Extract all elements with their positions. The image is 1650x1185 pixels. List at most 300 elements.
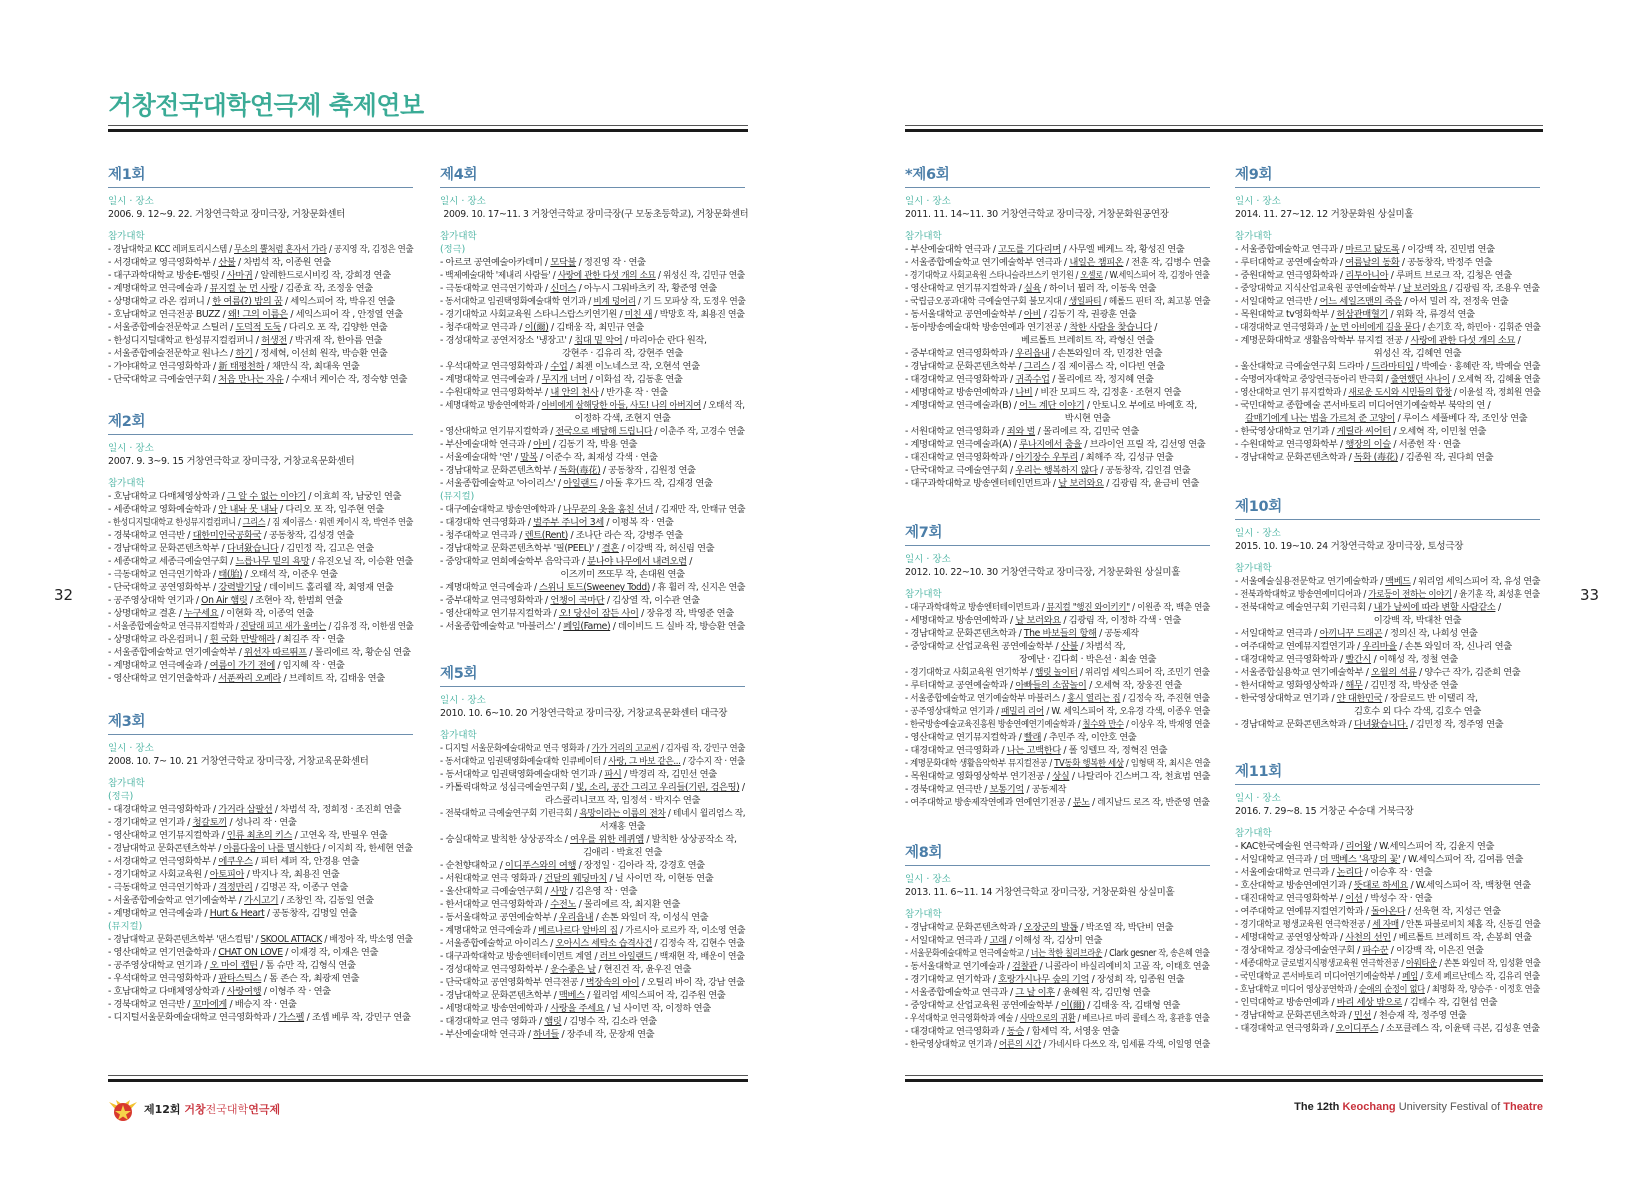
school-name: 목원대학교 영화영상학부 연기전공 — [910, 771, 1045, 782]
play-credits: 이화섭 작, 김동훈 연출 — [595, 374, 683, 385]
participant-entry: - 청주대학교 연극과 / 이(爾) / 김태웅 작, 최민규 연출 — [440, 322, 644, 333]
participant-entry: - 계명대학교 연극예술과(A) / 루나지에서 춤을 / 브라이언 프릴 작, 김선영 연출 — [905, 439, 1206, 450]
play-title: 고래 — [989, 935, 1007, 946]
date-place-label: 일시 · 장소 — [905, 874, 951, 885]
play-title: 그 날 이후 — [1015, 987, 1055, 998]
play-credits: 공동창작 , 김원정 연출 — [608, 465, 696, 476]
play-title: 햄릿 놀이터 — [1035, 667, 1078, 678]
play-title: 루나지에서 춤을 — [1019, 439, 1082, 450]
play-credits: 장유정 작, 박영준 연출 — [646, 608, 734, 619]
school-name: 대경대학교 연극영화과 — [910, 1026, 999, 1037]
play-credits: 데이비드 드 실바 작, 방승환 연출 — [618, 621, 745, 632]
play-title: 페임(Fame) — [563, 621, 611, 632]
play-credits: 공동창작, 김명일 연출 — [272, 908, 358, 919]
play-credits: 차범석 작, 정희정 · 조진희 연출 — [280, 804, 402, 815]
play-title: 이디푸스와의 여행 — [504, 860, 577, 871]
play-credits: 닐 사이먼 작, 이정하 연출 — [612, 1003, 711, 1014]
play-title: 대한미인국공화국 — [192, 530, 262, 541]
play-credits: 사무엘 베케느 작, 황성진 연출 — [1068, 244, 1185, 255]
play-title: 더 맥베스 '욕망의 꽃' — [1319, 854, 1401, 865]
participant-entry: - 영산대학교 연기연출학과 / 서푼짜리 오페라 / 브레히트 작, 김태웅 연출 — [108, 673, 385, 684]
participant-entry: - 중앙대학교 지식산업교육원 공연예술학부 / 날 보러와요 / 김광림 작, 조용우 연출 — [1235, 283, 1540, 294]
participant-entry: - 세종대학교 글로벌지식평생교육원 연극학전공 / 아워타운 / 쏜톤 와일더 작, 임성환 연출 — [1235, 958, 1541, 969]
participant-entry: - 대구과학대학교 방송엔터테이먼트과 / 뮤지컬 "행진 와이키키" / 이원종 작, 백춘 연출 — [905, 602, 1210, 613]
participant-entry: - 단국대학교 극예술연구회 / 우리는 행복하지 않다 / 공동창작, 김인겸 연출 — [905, 465, 1191, 476]
play-title: 세 자매 — [1372, 919, 1399, 930]
play-credits: 김종원 작, 권다희 연출 — [1405, 452, 1494, 463]
school-name: 대진대학교 연극영화학부 — [1240, 893, 1338, 904]
participant-entry: - 세명대학교 방송연예학과 / 사랑을 주세요 / 닐 사이먼 작, 이정하 연출 — [440, 1003, 711, 1014]
participants-label: 참가대학 — [440, 730, 477, 741]
school-name: 대경대학 연극영화과 — [445, 517, 526, 528]
play-credits: 워리엄 세익스피어 작, 유성 연출 — [1418, 576, 1541, 587]
school-name: 영산대학교 연기뮤지컬학과 — [910, 732, 1017, 743]
play-title: 운수좋은 날 — [550, 964, 596, 975]
participant-entry: - 세명대학교 공연영상학과 / 사천의 선인 / 베르톨트 브레히트 작, 손봉희 연출 — [1235, 932, 1532, 943]
play-credits: 공동제작 — [1104, 628, 1139, 639]
school-name: 한성디지털대학교 한성뮤지컬컴퍼니 — [113, 335, 254, 346]
participant-entry: - 경기대학교 연기학과 / 호랑가시나무 숲의 기억 / 장성희 작, 임종원 연출 — [905, 974, 1185, 985]
participant-entry: - KAC한국예술원 연극학과 / 리어왕 / W.세익스피어 작, 김윤지 연출 — [1235, 841, 1495, 852]
school-name: 여주대학교 연예뮤지컬연기과 — [1240, 641, 1355, 652]
play-title: 꼬마에게 — [192, 999, 227, 1010]
play-title: 어느 세일즈맨의 죽음 — [1319, 296, 1402, 307]
play-title: 드라마티임 — [1371, 361, 1414, 372]
school-name: 서울예술실용전문학교 연기예술학과 — [1240, 576, 1378, 587]
play-credits: 이형주 작 · 연출 — [269, 986, 331, 997]
school-name: 서원대학교 연극 영화과 — [445, 873, 537, 884]
play-credits: W.세익스피어 작, 김윤지 연출 — [1379, 841, 1495, 852]
school-name: 호남대학교 다매체영상학과 — [113, 491, 220, 502]
play-title: 행장의 이슬 — [1345, 439, 1391, 450]
play-title: 인류 최초의 키스 — [226, 830, 293, 841]
footer-en-part3: University Festival of — [1398, 1101, 1501, 1113]
play-title: 사랑에 관한 다섯 개의 소묘 — [557, 270, 656, 281]
school-name: 계명문화대학교 생활음악학부 뮤지컬 전공 — [1240, 335, 1403, 346]
school-name: 서울종합예술학교 '아이리스' — [445, 478, 556, 489]
play-credits: W.세익스피어 작, 김여름 연출 — [1408, 854, 1523, 865]
play-title: 벌주부 주니어 3세 — [533, 517, 604, 528]
festival-date-place: 2008. 10. 7~ 10. 21 거창연극학교 장미극장, 거창교육문화센터 — [108, 756, 369, 767]
participant-entry: - 영산대학교 연기뮤지컬학과 / 전국으로 배달해 드립니다 / 이춘주 작, 고경수 연출 — [440, 426, 745, 437]
play-credits: 가네시타 다쓰오 작, 임세륜 각색, 이일영 연출 — [1048, 1039, 1210, 1050]
participant-entry: - 영산대학교 연기뮤지컬학과 / 오! 당신이 잠든 사이 / 장유정 작, 박영준 연출 — [440, 608, 734, 619]
school-name: 서원대학교 연극영화과 — [910, 426, 999, 437]
school-name: 계명대학교 연극예술과 — [113, 908, 202, 919]
play-title: CHAT ON LOVE — [218, 947, 283, 958]
play-title: 홍시 열리는 집 — [1067, 693, 1121, 704]
play-title: 돌아온다 — [1371, 906, 1406, 917]
school-name: 숙명여자대학교 중앙연극동아리 반극회 — [1240, 374, 1384, 385]
play-title: 흰 국화 만발해라 — [209, 634, 275, 645]
play-credits: 김명수 작, 김소라 연출 — [569, 1016, 657, 1027]
school-name: 서일대학교 연극반 — [1240, 296, 1312, 307]
participant-entry: - 한서대학교 연극영화학과 / 수전노 / 몰리에르 작, 최지환 연출 — [440, 899, 680, 910]
play-credits: 성나리 작 · 연출 — [234, 817, 297, 828]
play-title: 왜! 그의 이름은 — [227, 309, 288, 320]
play-title: 가거라 삼팔선 — [218, 804, 273, 815]
festival-section — [1235, 498, 1540, 731]
school-name: 서울종합예술전문학교 스틸러 — [113, 322, 228, 333]
participant-entry: - 공주영상대학교 연기과 / 오 마이 캡틴 / 톰 슈만 작, 김형식 연출 — [108, 960, 356, 971]
play-title: 강력발기당 — [218, 582, 262, 593]
play-title: 게릴라 씨어터 — [1336, 426, 1391, 437]
participant-entry: - 계명대학교 연극예술과 / Hurt & Heart / 공동창작, 김명일 연출 — [108, 908, 358, 919]
participant-entry: - 대경대학교 연극영화과 / 눈 먼 아비에게 길을 묻다 / 손기호 작, 하민아 · 김휘준 연출 — [1235, 322, 1541, 333]
genre-label: (정극) — [440, 244, 466, 255]
play-title: 여름이 가기 전에 — [209, 660, 275, 671]
play-title: 이선 — [1345, 893, 1363, 904]
participant-entry: - 경남대학교 문화콘텐츠학과 / 오장군의 발톱 / 박조열 작, 박단비 연출 — [905, 922, 1174, 933]
participant-entry: - 상명대학교 결혼 / 누구세요 / 이현화 작, 이종억 연출 — [108, 608, 314, 619]
school-name: 단국대학교 공연영화학부 — [113, 582, 211, 593]
play-credits: 세익스피어 작, 박유진 연출 — [290, 296, 395, 307]
participant-entry: - 동서울대학교 공연예술학부 / 우리읍내 / 손톤 와일더 작, 이성식 연출 — [440, 912, 709, 923]
play-title: 빛, 소리, 공간 그리고 우리들(기린, 검은띵) — [575, 782, 740, 793]
school-name: 대구과학대학교 방송엔터테인먼트과 — [910, 478, 1051, 489]
play-credits: 다리오 포 작, 김양한 연출 — [288, 322, 388, 333]
school-name: 대진대학교 연극영화학과 — [910, 452, 1008, 463]
school-name: 경북대학교 연극반 — [113, 999, 185, 1010]
participant-entry: - 백제예술대학 '제내리 사람들' / 사랑에 관한 다섯 개의 소묘 / 위성신 작, 김민규 연출 — [440, 270, 745, 281]
play-credits: 헤롤드 핀터 작, 최고봉 연출 — [1108, 296, 1211, 307]
play-credits: 위성신 작, 김민규 연출 — [662, 270, 745, 281]
play-credits: 브레히트 작, 김태웅 연출 — [288, 673, 385, 684]
play-credits: 이강백 작, 이은진 연출 — [1396, 945, 1484, 956]
participant-entry: - 서울종합예술전문학교 스틸러 / 도덕적 도둑 / 다리오 포 작, 김양한 연출 — [108, 322, 388, 333]
play-title: 무지개 너머 — [541, 374, 588, 385]
participant-entry: - 경남대학교 문화콘텐츠학부 / 다녀왔습니다 / 김민정 작, 김고은 연출 — [108, 543, 374, 554]
school-name: 중원대학교 연극영화학과 — [1240, 270, 1338, 281]
participant-entry: - 영산대학교 연기뮤지컬학과 / 빨래 / 추민주 작, 이안호 연출 — [905, 732, 1137, 743]
play-title: 우리마을 — [1362, 641, 1397, 652]
play-title: 패밀리 리어 — [1001, 706, 1044, 717]
school-name: 동서대학교 임권택영화예술대학 인큐베이터 — [445, 756, 601, 767]
participant-entry: - 경남대학교 문화콘텐츠학과 / 다녀왔습니다. / 김민정 작, 정주영 연출 — [1235, 719, 1504, 730]
school-name: 대경대학교 연극영화학과 — [113, 804, 211, 815]
play-credits: 이재경 작, 이재은 연출 — [290, 947, 379, 958]
school-name: 청주대학교 연극과 — [445, 322, 517, 333]
play-title: 도덕적 도둑 — [235, 322, 281, 333]
play-credits: 가르시아 로르카 작, 이소영 연출 — [625, 925, 746, 936]
play-credits: 장정일 · 김아라 작, 강경호 연출 — [583, 860, 705, 871]
participant-entry: - 서울문화예술대학교 연극예술학교 / 너는 착한 칠리브라운 / Clark gesner 작, 송은혜 연출 — [905, 948, 1210, 959]
participant-entry: - 경남대학교 문화콘텐츠학부 / 그리스 / 짐 제이콥스 작, 이다빈 연출 — [905, 361, 1165, 372]
school-name: 경남대학교 문화콘텐츠학부 '댄스컬팀' — [113, 934, 254, 945]
play-credits: 추민주 작, 이안호 연출 — [1048, 732, 1137, 743]
participant-entry: - 중앙대학교 연희예술학부 음악극과 / 분나야 나무에서 내려오렴 / — [440, 556, 692, 567]
play-credits: 몰리에르 작, 최지환 연출 — [583, 899, 680, 910]
page-number-left: 32 — [54, 586, 74, 604]
footer-name-part3: 연극제 — [248, 1103, 281, 1116]
top-rule-right — [905, 129, 1543, 132]
play-credits: 김유정 작, 이한샘 연출 — [333, 621, 414, 632]
school-name: 호남대학교 미디어 영상공연학과 — [1239, 984, 1352, 995]
play-credits: 윌리엄 셰익스피어 작, 김주원 연출 — [592, 990, 726, 1001]
participant-entry: - 서경대학교 연극영화학부 / 에쿠우스 / 피터 셰퍼 작, 안경용 연출 — [108, 856, 360, 867]
play-credits: 박경리 작, 김민선 연출 — [629, 769, 717, 780]
play-title: 민선 — [1353, 1010, 1372, 1021]
festival-section — [905, 844, 1210, 1051]
school-name: 동서대학교 임권택영화예술대학 연기과 — [445, 769, 597, 780]
play-title: 내일은 챔피온 — [1069, 257, 1124, 268]
play-credits: 이평복 작 · 연출 — [611, 517, 674, 528]
play-credits: 김은영 작 · 연출 — [575, 886, 638, 897]
festival-heading: 제7회 — [905, 524, 1210, 546]
play-title: 아빠들의 소꿉놀이 — [1015, 680, 1087, 691]
school-name: 경기대학교 사회교육원 연기학부 — [910, 667, 1028, 678]
play-title: 아비 — [1023, 309, 1042, 320]
school-name: 경남대학교 KCC 레퍼토리시스템 — [113, 244, 227, 255]
school-name: 서울예술대학 '연' — [445, 452, 513, 463]
participant-entry: - 서울종합예술학교 연기예술학부 / 가시고기 / 조창인 작, 김동일 연출 — [108, 895, 374, 906]
participant-entry: - 목원대학교 tv영화학부 / 허삼관매혈기 / 위화 작, 류경석 연출 — [1235, 309, 1475, 320]
play-credits: 차범석 작, 이종원 연출 — [243, 257, 331, 268]
play-title: 빨간시 — [1345, 654, 1372, 665]
play-title: 햄릿 — [544, 1016, 562, 1027]
school-name: 루터대학교 공연예술학과 — [910, 680, 1008, 691]
festival-heading: 제11회 — [1235, 763, 1540, 785]
play-credits: 김민정 작, 정주영 연출 — [1415, 719, 1504, 730]
participant-entry: - 우석대학교 연극영화학과 예술 / 사막으로의 귀환 / 베르나르 마리 콜테스 작, 홍관흥 연출 — [905, 1013, 1210, 1024]
school-name: 서울종합예술학교 연기예술학부 — [113, 647, 237, 658]
play-credits-continued: 김애리 · 박효진 연출 — [583, 847, 662, 858]
participant-entry: - 경남대학교 문화콘텐츠학과 / 민선 / 천승재 작, 정주영 연출 — [1235, 1010, 1467, 1021]
play-title: 맥베스 — [558, 990, 585, 1001]
play-credits: 현진건 작, 윤우진 연출 — [603, 964, 692, 975]
play-credits: 반가훈 작 · 연출 — [606, 387, 668, 398]
school-name: 경북대학교 연극반 — [113, 530, 185, 541]
festival-heading: 제2회 — [108, 413, 413, 435]
participant-entry: - 서울종합예술학교 연극뮤지컬학과 / 진달래 피고 새가 울며는 / 김유정 작, 이한샘 연출 — [108, 621, 414, 632]
school-name: 청주대학교 연극과 — [445, 530, 517, 541]
school-name: 경북대학교 연극반 — [910, 784, 982, 795]
participant-entry: - 동서울대학교 공연예술학부 / 아비 / 김동기 작, 권광훈 연출 — [905, 309, 1137, 320]
participant-entry: - 계명대학교 연극예술과 / 베르나르다 알바의 집 / 가르시아 로르카 작, 이소영 연출 — [440, 925, 746, 936]
play-credits: 쏜톤 와일더 작, 임성환 연출 — [1444, 958, 1541, 969]
school-name: 한서대학교 연극영화학과 — [445, 899, 543, 910]
play-credits: 피터 셰퍼 작, 안경용 연출 — [260, 856, 360, 867]
footer-edition: 제12회 — [144, 1103, 181, 1116]
footer-name-part1: 거창 — [184, 1103, 206, 1116]
participants-label: 참가대학 — [440, 231, 477, 242]
school-name: 단국대학교 극예술연구회 — [910, 465, 1008, 476]
play-credits: 김재만 작, 안태규 연출 — [660, 504, 746, 515]
participant-entry: - 대경대학교 연극영화과 / 동승 / 함세덕 작, 서영웅 연출 — [905, 1026, 1120, 1037]
participant-entry: - 영산대학교 연기뮤지컬학과 / 인류 최초의 키스 / 고연옥 작, 반필우 연출 — [108, 830, 388, 841]
participant-entry: - 숙명여자대학교 중앙연극동아리 반극회 / 출연했던 사나이 / 오세혁 작, 김혜율 연출 — [1235, 374, 1541, 385]
school-name: 전북과학대학교 방송연예미디어과 — [1240, 589, 1361, 600]
play-credits: 고연옥 작, 반필우 연출 — [299, 830, 388, 841]
participant-entry: - 대경대학 연극영화과 / 벌주부 주니어 3세 / 이평복 작 · 연출 — [440, 517, 674, 528]
play-credits: 김광림 작, 조용우 연출 — [1454, 283, 1540, 294]
participant-entry: - 서원대학교 연극영화과 / 죄와 벌 / 몰리에르 작, 김민국 연출 — [905, 426, 1139, 437]
play-title: 동승 — [1006, 1026, 1024, 1037]
play-title: 사랑, 그 바보 같은... — [608, 756, 681, 767]
participant-entry: - 영산대학교 연기뮤지컬학과 / 실육 / 하이너 뮐러 작, 이동욱 연출 — [905, 283, 1157, 294]
play-credits: 이현화 작, 이종억 연출 — [226, 608, 314, 619]
bottom-rule-right — [905, 1079, 1543, 1082]
participant-entry: - 경기대학교 사회교육원 스타니슬라브스키 연기원 / 오셀로 / W.세익스피어 작, 김정아 연출 — [905, 270, 1210, 281]
play-title: 격정만리 — [218, 882, 253, 893]
play-credits: 장성희 작, 임종원 연출 — [1096, 974, 1185, 985]
play-credits: 이효희 작, 남궁인 연출 — [313, 491, 402, 502]
participant-entry: - 국민대학교 콘서바토리 미디어연기예술학부 / 페임 / 호세 페르난데스 작, 김유리 연출 — [1235, 971, 1540, 982]
participant-entry: - 인덕대학교 방송연예과 / 바리 세상 밖으로 / 김태수 작, 김현섭 연출 — [1235, 997, 1498, 1008]
play-title: 뜻대로 하세요 — [1353, 880, 1408, 891]
participant-entry: - 극동대학교 연극연기학과 / 격정만리 / 김명곤 작, 이종구 연출 — [108, 882, 348, 893]
play-title: 너는 착한 칠리브라운 — [1030, 948, 1103, 959]
participant-entry: - 계명대학교 연극예술과(B) / 어느 계단 이야기 / 안토니오 부에로 바예호 작, — [905, 400, 1197, 411]
school-name: 목원대학교 tv영화학부 — [1240, 309, 1329, 320]
play-credits-continued: 이정하 각색, 조현지 연출 — [574, 413, 671, 424]
participant-entry: - 국민대학교 종합예술 콘서바토리 미디어연기예술학부 북악의 연 / — [1235, 400, 1491, 411]
play-credits: 니콜라이 바실리예비치 고골 작, 이태호 연출 — [1044, 961, 1210, 972]
play-credits: 기 드 모파상 작, 도정우 연출 — [643, 296, 746, 307]
play-title: 새로운 도시와 시민들의 합창 — [1348, 387, 1452, 398]
school-name: 영산대학교 연기연출학과 — [113, 947, 211, 958]
festival-date-place: 2007. 9. 3~9. 15 거창연극학교 장미극장, 거창교육문화센터 — [108, 456, 355, 467]
play-title: 고도를 기다리며 — [998, 244, 1061, 255]
school-name: 국립금오공과대학 극예술연구회 불모지대 — [910, 296, 1062, 307]
school-name: 경남대학교 문화콘텐츠학과 — [910, 628, 1017, 639]
participant-entry: - 경남대학교 문화콘텐츠학부 '필(PEEL)' / 결혼 / 이강백 작, 허신림 연출 — [440, 543, 715, 554]
participant-entry: - 대구과학대학교 방송엔터테이먼트 계열 / 러브 아일랜드 / 백재현 작, 배운이 연출 — [440, 951, 745, 962]
festival-date-place: 2009. 10. 17~11. 3 거창연극학교 장미극장(구 모동초등학교), 거창문화센터 — [443, 209, 749, 220]
school-name: 부산예술대학 연극과 — [445, 1029, 526, 1040]
play-credits-continued: 김호수 외 다수 각색, 김호수 연출 — [1354, 706, 1481, 717]
participant-entry: - 동서대학교 임권택영화예술대학 연기과 / 파시 / 박경리 작, 김민선 연출 — [440, 769, 717, 780]
participants-label: 참가대학 — [108, 231, 145, 242]
participant-entry: - 단국대학교 공연영화학부 연극전공 / 벽장속의 아이 / 오틸리 바이 작, 강남 연출 — [440, 977, 745, 988]
play-credits-continued: 베르톨트 브레히트 작, 곽형신 연출 — [1021, 335, 1154, 346]
play-credits: 브라이언 프릴 작, 김선영 연출 — [1089, 439, 1206, 450]
school-name: 영산대학교 연기뮤지컬학과 — [445, 608, 552, 619]
participant-entry: - 세종대학교 영화예술학과 / 안 내놔 못 내놔 / 다리오 포 작, 임주현 연출 — [108, 504, 384, 515]
participant-entry: - 영산대학교 연기연출학과 / CHAT ON LOVE / 이재경 작, 이재은 연출 — [108, 947, 379, 958]
play-credits: 이강백 작, 진민범 연출 — [1407, 244, 1495, 255]
participant-entry: - 국립금오공과대학 극예술연구회 불모지대 / 생일파티 / 헤롤드 핀터 작, 최고봉 연출 — [905, 296, 1211, 307]
play-title: 사랑을 주세요 — [550, 1003, 605, 1014]
participant-entry: - 동서대학교 임권택영화예술대학 인큐베이터 / 사랑, 그 바보 같은... / 강수지 작 · 연출 — [440, 756, 746, 767]
festival-heading: 제5회 — [440, 665, 745, 687]
play-credits: 휴 휠러 작, 신지은 연출 — [657, 582, 746, 593]
play-credits: 김태웅 작, 김태형 연출 — [1092, 1000, 1180, 1011]
school-name: 서일대학교 연극과 — [910, 935, 982, 946]
play-credits: 선욱현 작, 지성근 연출 — [1413, 906, 1501, 917]
participant-entry: - 경성대학교 공연저장소 '냉장고' / 침대 밑 악어 / 마리아순 란다 원작, — [440, 335, 707, 346]
page-title: 거창전국대학연극제 축제연보 — [108, 91, 424, 120]
participant-entry: - 가야대학교 연극영화학과 / 新 태평천하 / 채만식 작, 최대욱 연출 — [108, 361, 360, 372]
play-credits: 세익스피어 작 , 안정열 연출 — [295, 309, 403, 320]
festival-section — [905, 524, 1210, 809]
play-credits: 짐 제이콥스 · 워렌 케이시 작, 박연주 연출 — [272, 517, 414, 528]
school-name: 서울종합예술학교 연기예술학부 마블러스 — [910, 693, 1060, 704]
play-credits: 톰 존슨 작, 최광제 연출 — [269, 973, 360, 984]
date-place-label: 일시 · 장소 — [108, 196, 154, 207]
play-credits: 테네시 윌리엄스 작, — [672, 808, 746, 819]
participant-entry: - 대경대학교 연극영화학과 / 귀족수업 / 몰리에르 작, 정지혜 연출 — [905, 374, 1154, 385]
play-credits: 아서 밀러 작, 전정욱 연출 — [1409, 296, 1509, 307]
date-place-label: 일시 · 장소 — [440, 196, 486, 207]
school-name: 중앙대학교 산업교육원 공연예술학부 — [910, 641, 1053, 652]
play-title: 실육 — [1023, 283, 1042, 294]
play-title: 오! 당신이 잠든 사이 — [558, 608, 639, 619]
participant-entry: - 중앙대학교 산업교육원 공연예술학부 / 산불 / 차범석 작, — [905, 641, 1126, 652]
play-credits: 윤혜원 작, 김민형 연출 — [1062, 987, 1151, 998]
participant-entry: - 극동대학교 연극연기학과 / 태(胎) / 오태석 작, 이준우 연출 — [108, 569, 338, 580]
play-title: 상실 — [1052, 771, 1070, 782]
play-credits: 전훈 작, 김병수 연출 — [1131, 257, 1211, 268]
participant-entry: - 경남대학교 문화콘텐츠학부 '댄스컬팀' / SKOOL ATTACK / 배정아 작, 박소영 연출 — [108, 934, 413, 945]
play-title: 아비에게 살해당한 아들, 사도! 나의 아버지여 — [541, 400, 702, 411]
school-name: 상명대학교 결혼 — [113, 608, 177, 619]
participant-entry: - 중앙대학교 산업교육원 공연예술학부 / 이(爾) / 김태웅 작, 김태형 연출 — [905, 1000, 1180, 1011]
school-name: 백제예술대학 '제내리 사람들' — [445, 270, 551, 281]
participant-entry: - 경북대학교 연극반 / 꼬마에게 / 배승지 작 · 연출 — [108, 999, 297, 1010]
participants-label: 참가대학 — [905, 909, 942, 920]
school-name: 단국대학교 공연영화학부 연극전공 — [445, 977, 578, 988]
play-credits: 김정숙 작, 김현수 연출 — [659, 938, 745, 949]
school-name: 카톨릭대학교 성심극예술연구회 — [445, 782, 568, 793]
participant-entry: - 여주대학교 방송제작연예과 연예연기전공 / 분노 / 레지날드 로즈 작, 반준영 연출 — [905, 797, 1210, 808]
participant-entry: - 서울종합예술학교 '마블러스' / 페임(Fame) / 데이비드 드 실바 작, 방승환 연출 — [440, 621, 745, 632]
participant-entry: - 서울종합예술학교 연기예술학부 / 위선자 따르뛰프 / 몰리에르 작, 황순심 연출 — [108, 647, 411, 658]
school-name: 동서울대학교 공연예술학부 — [445, 912, 552, 923]
play-title: 가로등이 전하는 이야기 — [1368, 589, 1452, 600]
school-name: 순천향대학교 — [445, 860, 498, 871]
school-name: 한국영상대학교 연기과 — [1240, 426, 1329, 437]
school-name: 서울종합예술학교 연극뮤지컬학과 — [113, 621, 234, 632]
play-title: 욕망이라는 이름의 전차 — [579, 808, 666, 819]
participant-entry: - 울산대학교 극예술연구회 / 사망 / 김은영 작 · 연출 — [440, 886, 638, 897]
participant-entry: - 중부대학교 연극영화학과 / 우리읍내 / 손톤와일더 작, 민경찬 연출 — [905, 348, 1163, 359]
participant-entry: - 한국방송예술교육진흥원 방송연예연기예술학과 / 칠수와 만수 / 이상우 작, 박재영 연출 — [905, 719, 1210, 730]
play-credits: 박성수 작 · 연출 — [1370, 893, 1433, 904]
festival-section — [440, 166, 749, 633]
school-name: 중부대학교 연극영화학과 — [910, 348, 1008, 359]
participant-entry: - 대경대학교 연극영화과 / 나는 고백한다 / 폴 잉텔므 작, 정혁진 연출 — [905, 745, 1168, 756]
school-name: 서울문화예술대학교 연극예술학교 — [909, 948, 1024, 959]
play-credits: 배정아 작, 박소영 연출 — [329, 934, 413, 945]
play-credits: 박조열 작, 박단비 연출 — [1085, 922, 1174, 933]
play-title: 위선자 따르뛰프 — [244, 647, 307, 658]
school-name: 대구과학대학교 방송E-햄릿 — [113, 270, 219, 281]
play-title: 가시고기 — [244, 895, 279, 906]
school-name: 세명대학교 방송연예학과 — [445, 400, 535, 411]
play-title: 리어왕 — [1345, 841, 1372, 852]
play-title: 우리읍내 — [558, 912, 594, 923]
play-title: 죄와 벌 — [1006, 426, 1036, 437]
play-credits: 마리아순 란다 원작, — [630, 335, 707, 346]
play-credits: 윤기훈 작, 최성훈 연출 — [1459, 589, 1540, 600]
participant-entry: - 전북과학대학교 방송연예미디어과 / 가로등이 전하는 이야기 / 윤기훈 작, 최성훈 연출 — [1235, 589, 1540, 600]
participant-entry: - 단국대학교 공연영화학부 / 강력발기당 / 데이비드 홀리웰 작, 최영재 연출 — [108, 582, 394, 593]
participant-entry: - 경남대학교 문화콘텐츠학부 / 맥베스 / 윌리엄 셰익스피어 작, 김주원 연출 — [440, 990, 726, 1001]
play-title: 해무 — [1345, 680, 1363, 691]
participant-entry: - 수원대학교 연극영화학부 / 행장의 이슬 / 서종헌 작 · 연출 — [1235, 439, 1461, 450]
play-credits-continued: 위성신 작, 김혜연 연출 — [1373, 348, 1462, 359]
play-title: 결혼 — [601, 543, 619, 554]
play-title: 아기장수 우투리 — [1015, 452, 1078, 463]
festival-heading: 제4회 — [440, 166, 745, 188]
play-title: 바리 세상 밖으로 — [1336, 997, 1402, 1008]
participants-label: 참가대학 — [1235, 563, 1272, 574]
play-credits: 호세 페르난데스 작, 김유리 연출 — [1425, 971, 1540, 982]
play-credits: 몰리에르 작, 황순심 연출 — [314, 647, 411, 658]
play-title: 허생전 — [261, 335, 287, 346]
participant-entry: - 호남대학교 다매체영상학과 / 사랑여행 / 이형주 작 · 연출 — [108, 986, 331, 997]
